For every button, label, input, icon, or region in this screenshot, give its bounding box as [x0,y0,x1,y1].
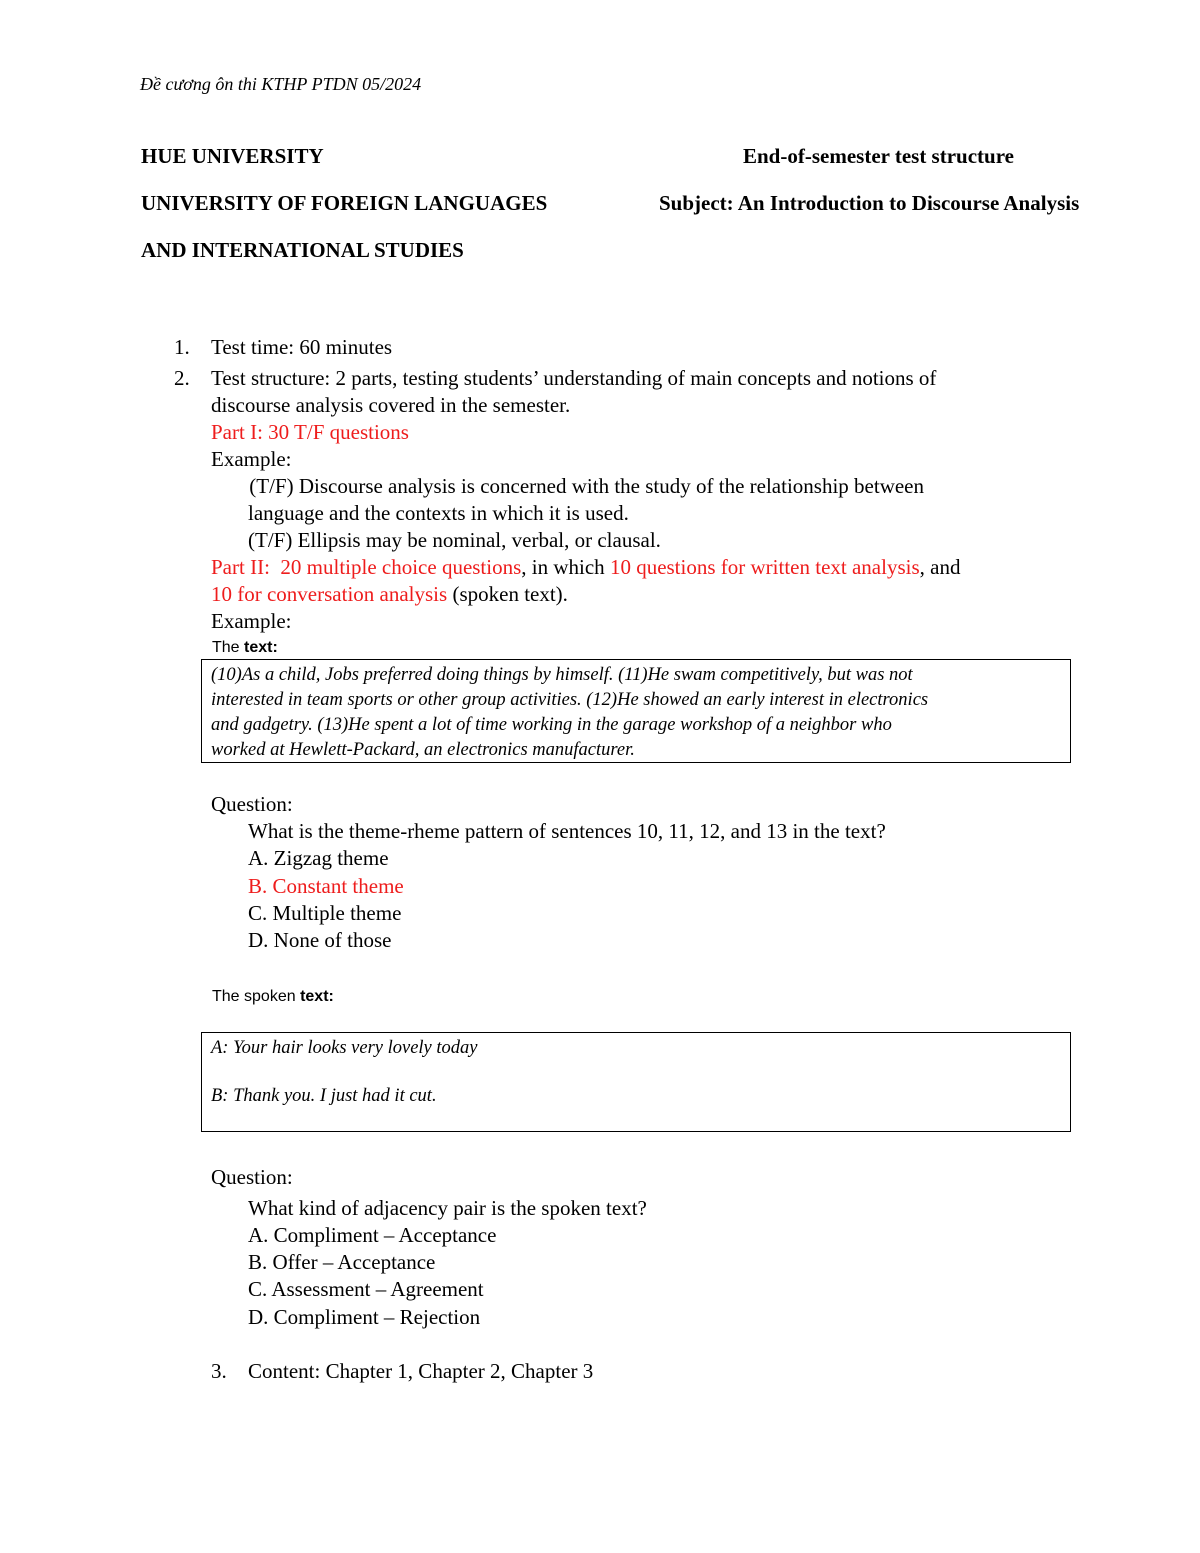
part-1-example-2: (T/F) Ellipsis may be nominal, verbal, or clausal. [248,528,661,552]
part-1-example-1-line-2: language and the contexts in which it is used. [248,501,629,525]
content-chapters: Content: Chapter 1, Chapter 2, Chapter 3 [248,1359,594,1383]
spoken-text-label-prefix: The spoken [212,988,301,1005]
question-2-prompt: What kind of adjacency pair is the spoken text? [248,1196,647,1220]
written-text-line-3: and gadgetry. (13)He spent a lot of time working in the garage workshop of a neighbor who [211,715,892,735]
written-text-label-bold: text: [244,639,278,656]
question-1-option-c: C. Multiple theme [248,901,402,925]
part-2-connector-1: , in which [521,555,610,579]
question-1-option-a: A. Zigzag theme [248,846,389,870]
part-1-title: Part I: 30 T/F questions [211,420,409,444]
institution-line-3: AND INTERNATIONAL STUDIES [141,238,464,262]
written-text-line-4: worked at Hewlett-Packard, an electronics manufacturer. [211,740,635,760]
part-2-tail: (spoken text). [447,582,568,606]
written-text-line-1: (10)As a child, Jobs preferred doing things by himself. (11)He swam competitively, but was not [211,665,913,685]
written-text-label [212,638,278,658]
question-2-option-b: B. Offer – Acceptance [248,1250,436,1274]
spoken-text-line-b: B: Thank you. I just had it cut. [211,1086,437,1106]
written-text-label-prefix: The [212,639,245,656]
written-text-line-2: interested in team sports or other group activities. (12)He showed an early interest in electronics [211,690,929,710]
part-1-example-1-line-1: (T/F) Discourse analysis is concerned with the study of the relationship between [244,474,924,498]
spoken-text-line-a: A: Your hair looks very lovely today [211,1038,478,1058]
question-2-option-d: D. Compliment – Rejection [248,1305,481,1329]
question-2-option-a: A. Compliment – Acceptance [248,1223,497,1247]
question-1-prompt: What is the theme-rheme pattern of sentences 10, 11, 12, and 13 in the text? [248,819,886,843]
part-2-connector-2: , and [919,555,961,579]
conversation-analysis-count: 10 for conversation analysis [211,582,448,606]
part-2-example-label: Example: [211,609,292,633]
item-number-2: 2. [174,366,190,390]
spoken-text-label-bold: text: [300,988,334,1005]
test-structure-title: End-of-semester test structure [743,144,1014,168]
question-1-option-b-correct: B. Constant theme [248,874,404,898]
question-1-label: Question: [211,792,293,816]
test-structure-line-1: Test structure: 2 parts, testing students’ understanding of main concepts and notions of [211,366,937,390]
test-structure-line-2: discourse analysis covered in the semester. [211,393,571,417]
test-time: Test time: 60 minutes [211,335,393,359]
part-1-example-label: Example: [211,447,292,471]
item-number-1: 1. [174,335,190,359]
subject-title: Subject: An Introduction to Discourse Analysis [659,191,1080,215]
institution-line-1: HUE UNIVERSITY [141,144,324,168]
question-2-label: Question: [211,1165,293,1189]
question-1-option-d: D. None of those [248,928,392,952]
question-2-option-c: C. Assessment – Agreement [248,1277,484,1301]
institution-line-2: UNIVERSITY OF FOREIGN LANGUAGES [141,191,548,215]
running-header: Đề cương ôn thi KTHP PTDN 05/2024 [140,74,422,94]
part-2-line-2 [211,581,568,608]
item-number-3: 3. [211,1359,227,1383]
written-text-analysis-count: 10 questions for written text analysis [609,555,920,579]
part-2-title: Part II: 20 multiple choice questions [211,555,522,579]
part-2-line-1 [211,554,960,581]
spoken-text-label [212,987,334,1007]
